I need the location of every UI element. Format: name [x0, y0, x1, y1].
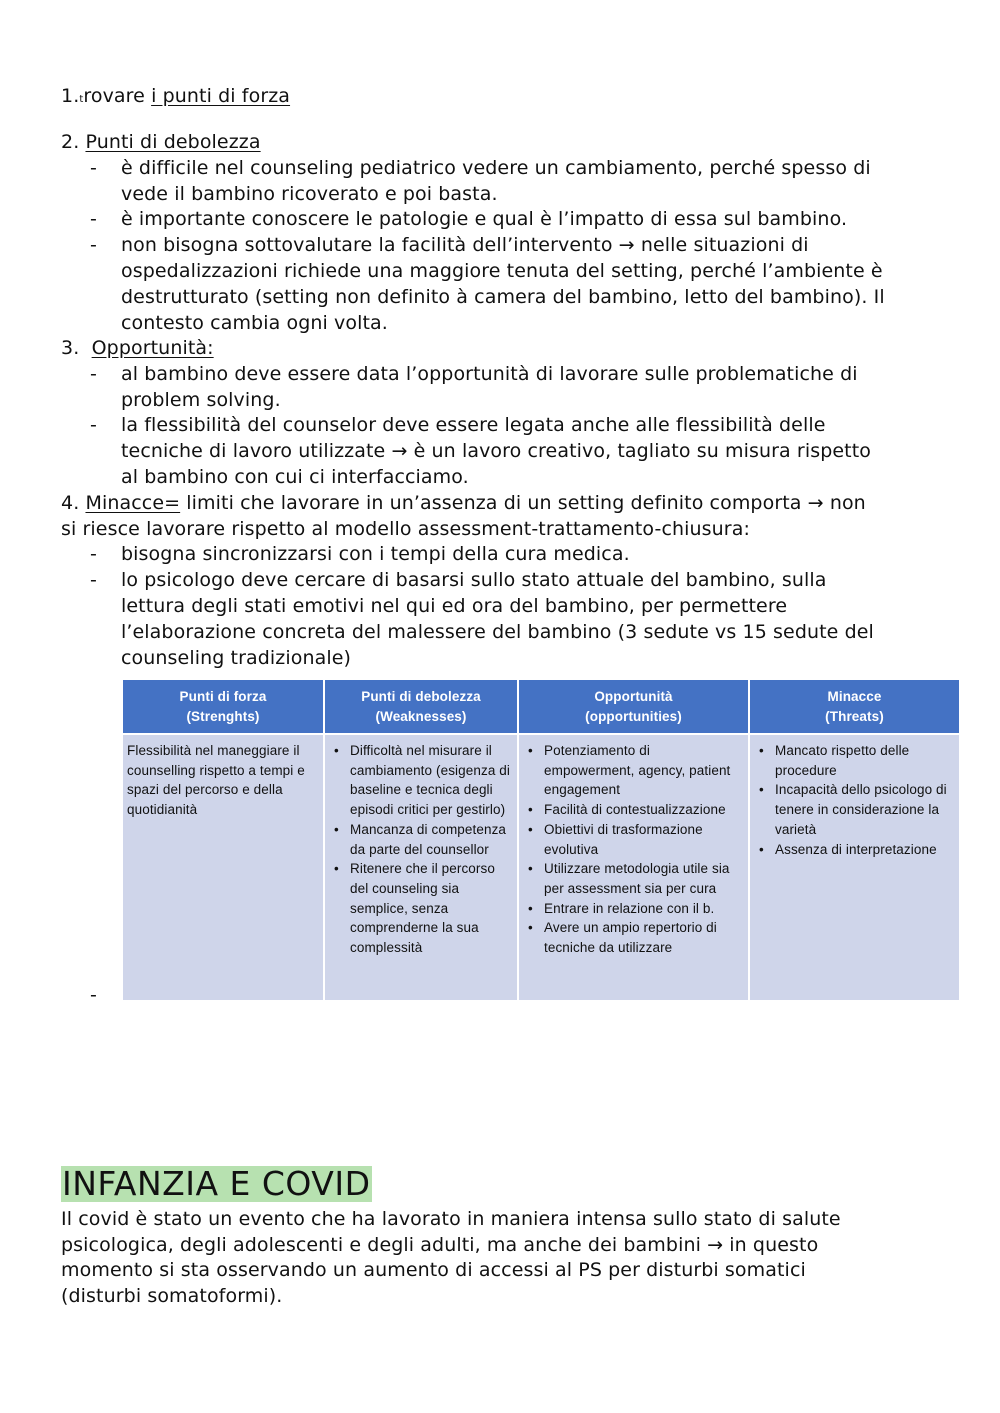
- item-3-bullet-1-line-2: problem solving.: [121, 389, 281, 411]
- item-4-bullet-2-line-3: l’elaborazione concreta del malessere del bambino (3 sedute vs 15 sedute del: [121, 621, 874, 643]
- threats-list: [754, 741, 955, 859]
- list-item: • Avere un ampio repertorio di tecniche da utilizzare: [523, 918, 744, 957]
- item-4-bullet-1-line-1: bisogna sincronizzarsi con i tempi della cura medica.: [121, 543, 630, 565]
- list-item: • Assenza di interpretazione: [754, 840, 955, 860]
- header-label: Opportunità: [594, 688, 673, 704]
- header-label: Punti di forza: [179, 688, 267, 704]
- list-item: • Potenziamento di empowerment, agency, patient engagement: [523, 741, 744, 800]
- bullet-dash: -: [90, 208, 97, 230]
- item-4-line-2: si riesce lavorare rispetto al modello assessment-trattamento-chiusura:: [61, 518, 750, 540]
- opportunities-list: [523, 741, 744, 958]
- list-item: • Incapacità dello psicologo di tenere in considerazione la varietà: [754, 780, 955, 839]
- list-item: • Facilità di contestualizzazione: [523, 800, 744, 820]
- header-label: Minacce: [827, 688, 882, 704]
- bullet-dash: -: [90, 363, 97, 385]
- bullet-dash: -: [90, 157, 97, 179]
- bullet-dash: -: [90, 234, 97, 256]
- bullet-dash: -: [90, 414, 97, 436]
- header-sublabel: (opportunities): [585, 708, 682, 724]
- item-1-small-letter: t: [79, 94, 84, 105]
- swot-header-opportunities: [518, 680, 749, 734]
- item-3-bullet-2-line-3: al bambino con cui ci interfacciamo.: [121, 466, 469, 488]
- swot-header-threats: [749, 680, 959, 734]
- item-4-line-1: limiti che lavorare in un’assenza di un setting definito comporta → non: [180, 492, 866, 514]
- swot-header-weaknesses: [324, 680, 518, 734]
- item-2-bullet-1-line-1: è difficile nel counseling pediatrico vedere un cambiamento, perché spesso di: [121, 157, 871, 179]
- swot-table: [123, 680, 959, 1000]
- list-item: • Ritenere che il percorso del counseling sia semplice, senza comprenderne la sua complessità: [329, 859, 513, 958]
- item-1: [61, 83, 290, 113]
- swot-cell-weaknesses: [324, 734, 518, 1000]
- header-sublabel: (Weaknesses): [375, 708, 467, 724]
- section-heading-covid: INFANZIA E COVID: [62, 1164, 371, 1203]
- item-4-bullet-2-line-4: counseling tradizionale): [121, 647, 352, 669]
- swot-header-row: [123, 680, 959, 734]
- item-4-bullet-2-line-1: lo psicologo deve cercare di basarsi sullo stato attuale del bambino, sulla: [121, 569, 827, 591]
- list-item: • Utilizzare metodologia utile sia per assessment sia per cura: [523, 859, 744, 898]
- covid-paragraph-line-2: psicologica, degli adolescenti e degli adulti, ma anche dei bambini → in questo: [61, 1234, 819, 1256]
- item-4-number: 4.: [61, 492, 80, 514]
- strengths-text: Flessibilità nel maneggiare il counselling rispetto a tempi e spazi del percorso e della quotidianità: [127, 743, 305, 818]
- header-sublabel: (Strenghts): [186, 708, 260, 724]
- swot-cell-strengths: [123, 734, 324, 1000]
- header-label: Punti di debolezza: [361, 688, 481, 704]
- item-2-bullet-3-line-4: contesto cambia ogni volta.: [121, 312, 388, 334]
- item-3-number: 3.: [61, 337, 80, 359]
- item-4-title: Minacce=: [85, 492, 181, 514]
- item-1-underlined: i punti di forza: [151, 85, 291, 107]
- item-3-bullet-2-line-2: tecniche di lavoro utilizzate → è un lavoro creativo, tagliato su misura rispetto: [121, 440, 871, 462]
- list-item: • Mancato rispetto delle procedure: [754, 741, 955, 780]
- trailing-dash: -: [90, 984, 97, 1006]
- item-2-bullet-3-line-2: ospedalizzazioni richiede una maggiore tenuta del setting, perché l’ambiente è: [121, 260, 883, 282]
- covid-paragraph-line-3: momento si sta osservando un aumento di accessi al PS per disturbi somatici: [61, 1259, 806, 1281]
- list-item: • Difficoltà nel misurare il cambiamento (esigenza di baseline e tecnica degli episodi critici per gestirlo): [329, 741, 513, 820]
- list-item: • Entrare in relazione con il b.: [523, 899, 744, 919]
- bullet-dash: -: [90, 569, 97, 591]
- swot-cell-opportunities: [518, 734, 749, 1000]
- swot-header-strengths: [123, 680, 324, 734]
- item-2-bullet-1-line-2: vede il bambino ricoverato e poi basta.: [121, 183, 498, 205]
- item-2-title: Punti di debolezza: [85, 131, 261, 153]
- swot-body-row: [123, 734, 959, 1000]
- item-4-heading: [61, 490, 866, 516]
- item-1-number: 1.: [61, 85, 80, 107]
- item-2-bullet-3-line-3: destrutturato (setting non definito à camera del bambino, letto del bambino). Il: [121, 286, 885, 308]
- item-3-title: Opportunità:: [91, 337, 214, 359]
- covid-paragraph-line-4: (disturbi somatoformi).: [61, 1285, 283, 1307]
- list-item: • Mancanza di competenza da parte del counsellor: [329, 820, 513, 859]
- item-2-heading: [61, 129, 261, 155]
- item-2-bullet-3-line-1: non bisogna sottovalutare la facilità dell’intervento → nelle situazioni di: [121, 234, 809, 256]
- item-3-bullet-2-line-1: la flessibilità del counselor deve essere legata anche alle flessibilità delle: [121, 414, 826, 436]
- covid-paragraph-line-1: Il covid è stato un evento che ha lavorato in maniera intensa sullo stato di salute: [61, 1208, 841, 1230]
- weaknesses-list: [329, 741, 513, 958]
- item-2-bullet-2-line-1: è importante conoscere le patologie e qual è l’impatto di essa sul bambino.: [121, 208, 848, 230]
- header-sublabel: (Threats): [825, 708, 884, 724]
- bullet-dash: -: [90, 543, 97, 565]
- swot-cell-threats: [749, 734, 959, 1000]
- list-item: • Obiettivi di trasformazione evolutiva: [523, 820, 744, 859]
- item-1-text: rovare: [83, 85, 152, 107]
- item-3-bullet-1-line-1: al bambino deve essere data l’opportunità di lavorare sulle problematiche di: [121, 363, 858, 385]
- item-3-heading: [61, 335, 214, 361]
- item-4-bullet-2-line-2: lettura degli stati emotivi nel qui ed ora del bambino, per permettere: [121, 595, 788, 617]
- item-2-number: 2.: [61, 131, 80, 153]
